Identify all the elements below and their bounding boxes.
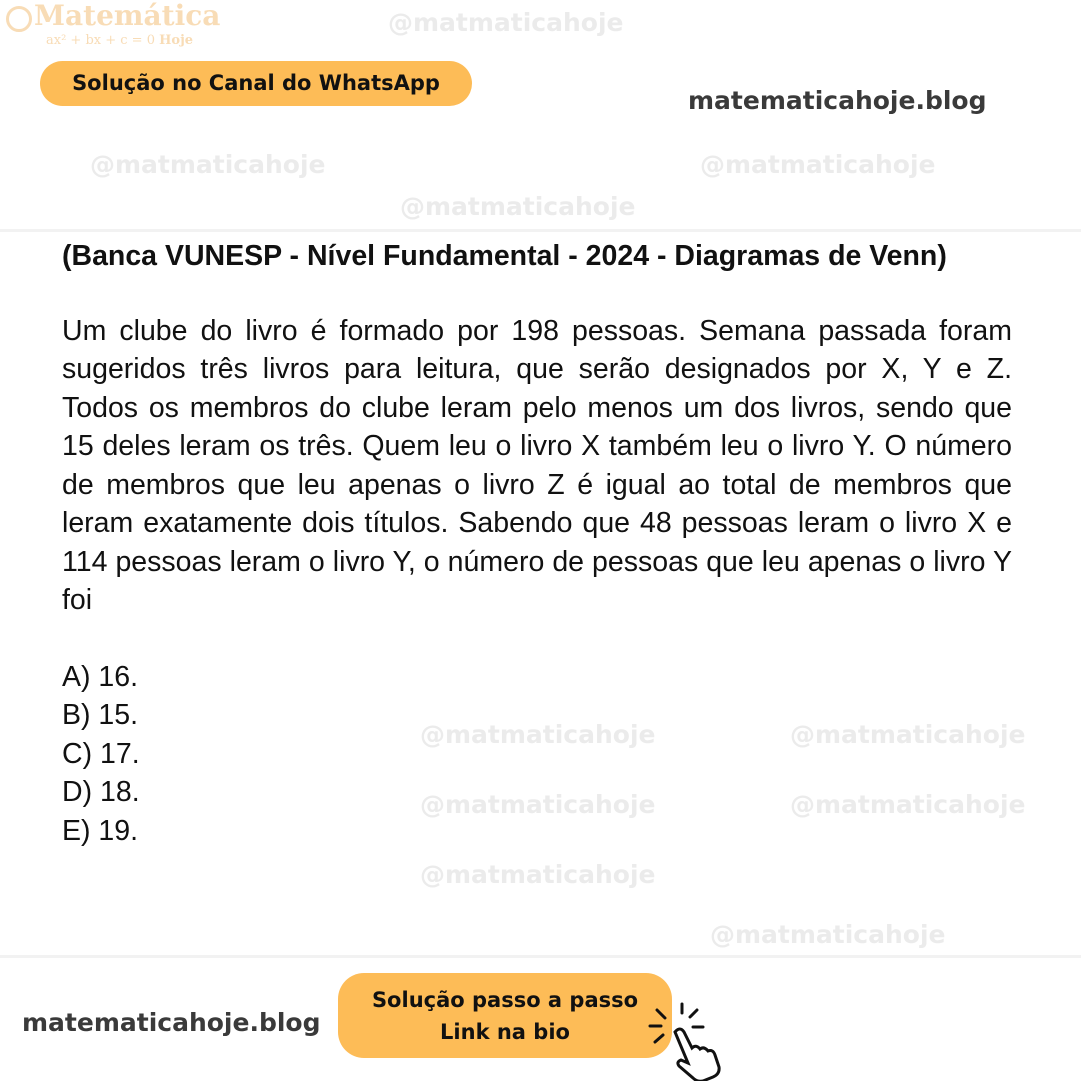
watermark: @matmaticahoje	[420, 790, 656, 819]
watermark: @matmaticahoje	[710, 920, 946, 949]
option-b: B) 15.	[62, 699, 139, 731]
watermark: @matmaticahoje	[700, 150, 936, 179]
footer-site-url[interactable]: matematicahoje.blog	[22, 1008, 321, 1037]
divider	[0, 955, 1081, 958]
whatsapp-solution-button[interactable]: Solução no Canal do WhatsApp	[40, 61, 472, 106]
question-statement: Um clube do livro é formado por 198 pessoas. Semana passada foram sugeridos três livros para leitura, que serão designados por X, Y e Z. Todos os membros do clube leram pelo menos um dos livros, sendo que 15 deles leram os três. Quem leu o livro X também leu o livro Y. O número de membros que leu apenas o livro Z é igual ao total de membros que leram exatamente dois títulos. Sabendo que 48 pessoas leram o livro X e 114 pessoas leram o livro Y, o número de pessoas que leu apenas o livro Y foi	[62, 314, 1012, 616]
location-pin-icon	[6, 6, 32, 32]
watermark: @matmaticahoje	[388, 8, 624, 37]
logo-formula: ax² + bx + c = 0 Hoje	[46, 33, 194, 48]
watermark: @matmaticahoje	[420, 720, 656, 749]
answer-options	[62, 658, 1012, 851]
option-d: D) 18.	[62, 776, 140, 808]
watermark: @matmaticahoje	[90, 150, 326, 179]
option-a: A) 16.	[62, 660, 139, 693]
question	[62, 237, 1012, 850]
divider	[0, 229, 1081, 232]
solution-link-button[interactable]	[338, 973, 672, 1058]
solution-line-1: Solução passo a passo	[371, 988, 639, 1012]
option-e: E) 19.	[62, 814, 139, 847]
solution-line-2: Link na bio	[440, 1020, 570, 1044]
logo-name: Matemática	[34, 0, 221, 32]
question-title: (Banca VUNESP - Nível Fundamental - 2024 - Diagramas de Venn)	[62, 240, 947, 272]
option-c: C) 17.	[62, 737, 140, 770]
hand-click-icon	[645, 1002, 730, 1081]
watermark: @matmaticahoje	[400, 192, 636, 221]
watermark: @matmaticahoje	[420, 860, 656, 889]
site-url[interactable]: matematicahoje.blog	[688, 86, 987, 115]
watermark: @matmaticahoje	[790, 790, 1026, 819]
watermark: @matmaticahoje	[790, 720, 1026, 749]
